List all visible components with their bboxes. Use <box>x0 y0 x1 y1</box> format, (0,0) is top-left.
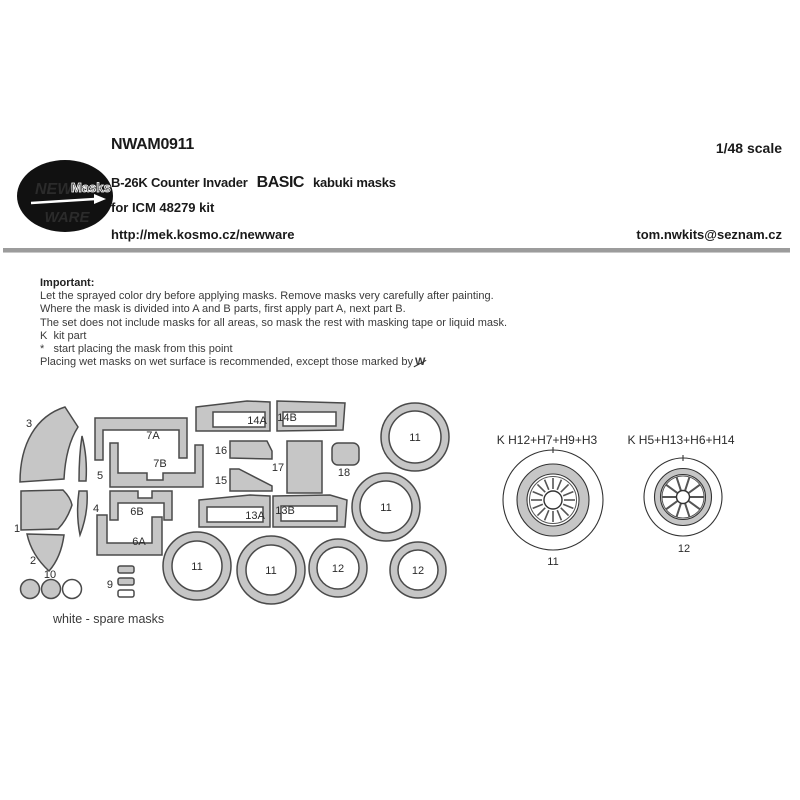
note-line: Where the mask is divided into A and B parts, first apply part A, next part B. <box>40 303 406 316</box>
crossed-w-symbol: W <box>414 356 426 369</box>
svg-text:15: 15 <box>214 475 228 487</box>
spare-masks-legend: white - spare masks <box>53 612 165 626</box>
wheel-left-number: 11 <box>547 556 559 568</box>
svg-text:5: 5 <box>97 470 104 482</box>
email-link[interactable]: tom.nwkits@seznam.cz <box>636 227 782 242</box>
logo-text-masks: Masks <box>71 180 111 195</box>
scale-label: 1/48 scale <box>715 140 782 156</box>
ring-mask-11 <box>163 532 231 600</box>
wheel-right-formula: K H5+H13+H6+H14 <box>627 433 735 447</box>
ring-mask-11 <box>237 536 305 604</box>
note-line: Let the sprayed color dry before applying masks. Remove masks very carefully after painting. <box>40 290 494 303</box>
basic-badge: BASIC <box>256 174 304 191</box>
ring-mask-11 <box>381 403 449 471</box>
mask-part-9a <box>118 566 134 573</box>
important-notes <box>40 277 540 369</box>
mask-part-6A <box>97 515 162 555</box>
svg-text:11: 11 <box>409 432 421 444</box>
logo-text-new: NEW <box>35 181 73 198</box>
mask-part-10a <box>21 580 40 599</box>
svg-text:17: 17 <box>271 462 285 474</box>
ring-mask-12 <box>390 542 446 598</box>
svg-text:6B: 6B <box>130 506 144 518</box>
svg-text:7A: 7A <box>146 430 160 442</box>
title-row <box>111 174 396 192</box>
mask-part-1 <box>21 490 72 530</box>
svg-text:11: 11 <box>191 561 203 573</box>
header-divider <box>3 248 790 253</box>
mask-part-10b <box>42 580 61 599</box>
svg-text:14A: 14A <box>247 415 267 427</box>
mask-part-10c-spare <box>63 580 82 599</box>
mask-part-7A <box>95 418 187 460</box>
note-line: * start placing the mask from this point <box>40 343 233 356</box>
note-line <box>40 356 540 369</box>
mask-part-5 <box>79 436 86 481</box>
svg-text:12: 12 <box>331 563 345 575</box>
svg-text:2: 2 <box>29 555 37 567</box>
notes-heading: Important: <box>40 277 95 289</box>
svg-text:11: 11 <box>380 502 392 514</box>
svg-text:12: 12 <box>411 565 425 577</box>
svg-text:16: 16 <box>214 445 228 457</box>
kit-title: B-26K Counter Invader <box>111 175 248 190</box>
mask-layout-diagram <box>0 390 800 640</box>
svg-text:9: 9 <box>106 579 113 591</box>
svg-text:13A: 13A <box>245 510 265 522</box>
svg-text:3: 3 <box>25 418 33 430</box>
ring-mask-12 <box>309 539 367 597</box>
svg-text:7B: 7B <box>153 458 167 470</box>
svg-text:11: 11 <box>265 565 277 577</box>
svg-text:4: 4 <box>93 503 100 515</box>
note-line: K kit part <box>40 329 87 342</box>
svg-text:10: 10 <box>43 569 57 581</box>
wheel-diagram-right <box>644 455 722 536</box>
ring-mask-11 <box>352 473 420 541</box>
mask-part-15 <box>230 469 272 491</box>
mask-part-16 <box>230 441 272 459</box>
mask-part-4 <box>78 491 88 535</box>
svg-text:13B: 13B <box>275 505 295 517</box>
mask-part-18 <box>332 443 359 465</box>
logo-text-ware: WARE <box>44 209 90 226</box>
website-link[interactable]: http://mek.kosmo.cz/newware <box>111 227 295 242</box>
wheel-left-formula: K H12+H7+H9+H3 <box>496 433 598 447</box>
note-text: Placing wet masks on wet surface is recommended, except those marked by <box>40 356 413 369</box>
wheel-right-number: 12 <box>677 543 691 555</box>
svg-text:6A: 6A <box>132 536 146 548</box>
mask-part-9c-spare <box>118 590 134 597</box>
svg-text:14B: 14B <box>277 412 297 424</box>
mask-type: kabuki masks <box>312 175 396 190</box>
note-line: The set does not include masks for all areas, so mask the rest with masking tape or liquid mask. <box>40 316 508 329</box>
wheel-diagram-left <box>503 447 603 550</box>
newware-logo <box>15 158 117 236</box>
svg-text:1: 1 <box>13 523 21 535</box>
kit-reference: for ICM 48279 kit <box>111 200 215 215</box>
mask-part-9b <box>118 578 134 585</box>
svg-text:18: 18 <box>337 467 351 479</box>
mask-part-17 <box>287 441 322 493</box>
product-code: NWAM0911 <box>111 136 194 153</box>
